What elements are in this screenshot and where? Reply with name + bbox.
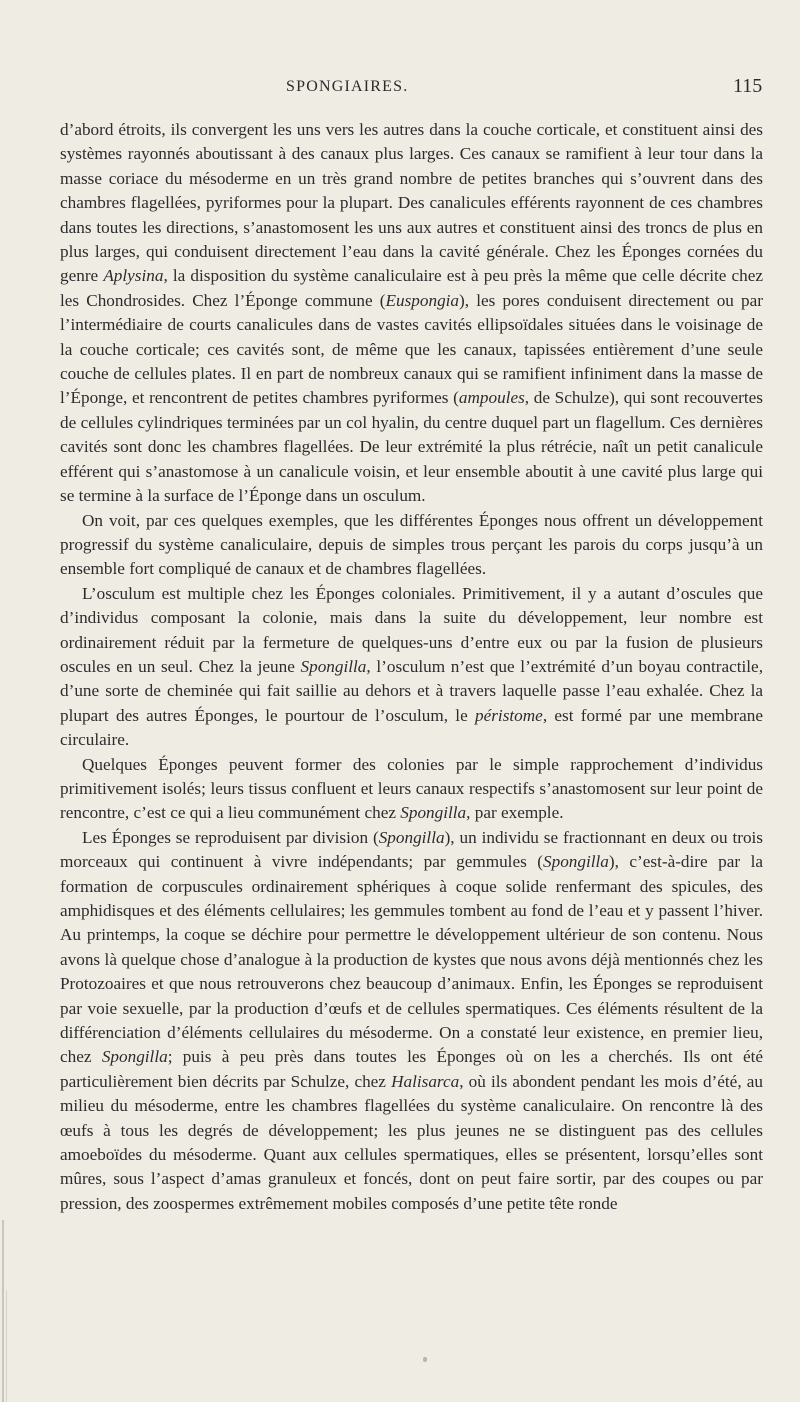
text-run: ; puis à peu près dans toutes les Éponges où on les a cherchés. Ils ont été particulièrement bien décrits par Schulze, chez: [60, 1047, 763, 1091]
italic-term: Spongilla: [543, 852, 609, 872]
italic-term: Spongilla: [300, 656, 367, 676]
running-title: SPONGIAIRES.: [286, 78, 409, 95]
text-run: , de Schulze), qui sont recouvertes de cellules cylindriques terminées par un col hyalin, du centre duquel part un flagellum. Ces dernières cavités sont donc les chambres flagellées. De leur extrémité la plus rétrécie, naît un petit canalicule efférent qui s’anastomose à un canalicule voisin, et leur ensemble aboutit à une cavité plus large qui se termine à la surface de l’Éponge dans un osculum.: [60, 388, 763, 506]
page-edge-shadow: [2, 1220, 4, 1402]
italic-term: Halisarca: [391, 1071, 460, 1091]
text-run: On voit, par ces quelques exemples, que les différentes Éponges nous offrent un développement progressif du système canaliculaire, depuis de simples trous perçant les parois du corps jusqu’à un ensemble fort compliqué de canaux et de chambres flagellées.: [60, 510, 763, 579]
text-run: L’osculum est multiple chez les Éponges coloniales. Primitivement, il y a autant d’oscules que d’individus composant la colonie, mais dans la suite du développement, leur nombre est ordinairement réduit par la fermeture de quelques-uns d’entre eux ou par la fusion de plusieurs oscules en un seul. Chez la jeune: [60, 583, 763, 676]
text-run: Les Éponges se reproduisent par division (: [82, 827, 379, 847]
text-run: d’abord étroits, ils convergent les uns vers les autres dans la couche corticale, et constituent ainsi des systèmes rayonnés aboutissant à des canaux plus larges. Ces canaux se ramifient à leur tour dans la masse coriace du mésoderme en un très grand nombre de petites branches qui s’ouvrent dans des chambres flagellées, pyriformes pour la plupart. Des canalicules efférents rayonnent de ces chambres dans toutes les directions, s’anastomosent les uns aux autres et constituent ainsi des troncs de plus en plus larges, qui conduisent directement l’eau dans la cavité générale. Chez les Éponges cornées du genre: [60, 120, 763, 286]
text-run: ), c’est-à-dire par la formation de corpuscules ordinairement sphériques à coque solide renfermant des spicules, des amphidisques et des éléments cellulaires; les gemmules tombent au fond de l’eau et y passent l’hiver. Au printemps, la coque se déchire pour permettre le développement ultérieur de son contenu. Nous avons là quelque chose d’analogue à la production de kystes que nous avons déjà mentionnés chez les Protozoaires et que nous retrouverons chez beaucoup d’animaux. Enfin, les Éponges se reproduisent par voie sexuelle, par la production d’œufs et de cellules spermatiques. Ces éléments résultent de la différenciation d’éléments cellulaires du mésoderme. On a constaté leur existence, en premier lieu, chez: [60, 852, 763, 1067]
text-run: , la disposition du système canaliculaire est à peu près la même que celle décrite chez les Chondrosides. Chez l’Éponge commune (: [60, 266, 763, 310]
paper-speck: [423, 1357, 427, 1362]
text-run: Quelques Éponges peuvent former des colonies par le simple rapprochement d’individus primitivement isolés; leurs tissus confluent et leurs canaux respectifs s’anastomosent sur leur point de rencontre, c’est ce qui a lieu communément chez: [60, 754, 763, 823]
text-run: ), un individu se fractionnant en deux ou trois morceaux qui continuent à vivre indépendants; par gemmules (: [60, 827, 763, 872]
italic-term: Euspongia: [385, 290, 460, 310]
paragraph: [60, 753, 763, 826]
italic-term: péristome: [475, 705, 543, 725]
italic-term: Spongilla: [400, 803, 467, 823]
paragraph: [60, 118, 763, 509]
running-head: [0, 75, 800, 104]
text-run: , où ils abondent pendant les mois d’été, au milieu du mésoderme, entre les chambres flagellées du système canaliculaire. On rencontre là des œufs à tous les degrés de développement; les plus jeunes ne se distinguent pas des cellules amoeboïdes du mésoderme. Quant aux cellules spermatiques, elles se présentent, lorsqu’elles sont mûres, sous l’aspect d’amas granuleux et foncés, dont on peut faire sortir, par des coupes ou par pression, des zoospermes extrêmement mobiles composés d’une petite tête ronde: [60, 1071, 763, 1213]
italic-term: Spongilla: [378, 827, 445, 847]
italic-term: ampoules: [458, 388, 525, 408]
text-run: , par exemple.: [466, 803, 564, 823]
page-number: 115: [733, 75, 763, 97]
body-text: [60, 118, 763, 1216]
text-run: ), les pores conduisent directement ou par l’intermédiaire de courts canalicules dans de vastes cavités ellipsoïdales situées dans le voisinage de la couche corticale; ces cavités sont, de même que les canaux, tapissées entièrement d’une seule couche de cellules plates. Il en part de nombreux canaux qui se ramifient infiniment dans la masse de l’Éponge, et rencontrent de petites chambres pyriformes (: [60, 290, 763, 408]
text-run: , l’osculum n’est que l’extrémité d’un boyau contractile, d’une sorte de cheminée qui fait saillie au dehors et à travers laquelle passe l’eau exhalée. Chez la plupart des autres Éponges, le pourtour de l’osculum, le: [60, 656, 763, 725]
paragraph: [60, 509, 763, 582]
text-run: , est formé par une membrane circulaire.: [60, 705, 763, 750]
paragraph: [60, 582, 763, 753]
italic-term: Aplysina: [103, 266, 164, 286]
paragraph: [60, 826, 763, 1217]
page-edge-line: [6, 1290, 7, 1402]
italic-term: Spongilla: [101, 1047, 168, 1067]
